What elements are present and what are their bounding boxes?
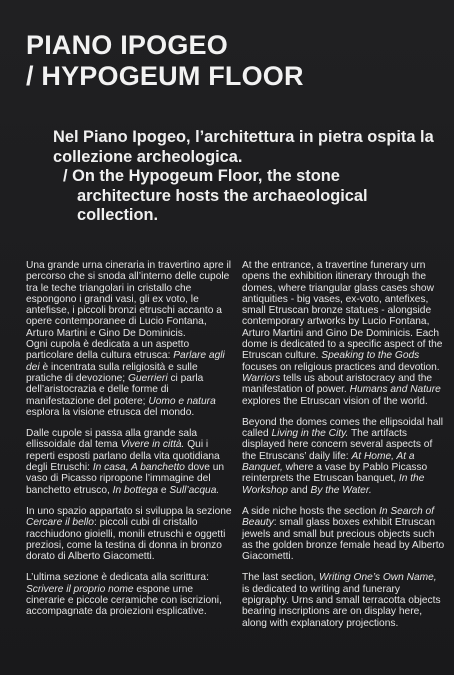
emphasis: Living in the City. [271,428,349,440]
text: In uno spazio appartato si sviluppa la sezione [26,505,232,517]
emphasis: At Home, At a Banquet, [242,450,415,474]
subtitle-english [53,167,443,226]
title-italian: PIANO IPOGEO [26,30,228,60]
emphasis: Guerrieri [127,372,168,384]
emphasis: Cercare il bello [26,517,94,529]
text: Ogni cupola è dedicata a un aspetto particolare della cultura etrusca: [26,339,190,362]
text: e [160,484,167,496]
emphasis: Speaking to the Gods [321,350,420,362]
text: The artifacts displayed here concern several aspects of the Etruscans’ daily life: [242,428,433,462]
text: ci parla dell’aristocrazia e delle forme di manifestazione del potere; [26,372,204,407]
text: where a vase by Pablo Picasso reinterprets the Etruscan banquet, [242,462,428,485]
text: Una grande urna cineraria in travertino apre il percorso che si snoda all’interno delle cupole tra le teche triangolari in cristallo che espongono i grandi vasi, gli ex voto, le antefisse, i piccoli bronzi etruschi accanto a opere contemporanee di Lucio Fontana, Arturo Martini e Gino De Dominicis. [26,260,231,339]
english-paragraph-1 [242,260,446,407]
emphasis: Warriors [242,372,281,384]
text: espone urne cinerarie e piccole ceramiche con iscrizioni, accompagnate da proiezioni esplicative. [26,583,222,618]
italian-paragraph-2 [26,428,232,496]
emphasis: By the Water. [310,484,372,496]
italian-column [26,260,232,628]
text: esplora la visione etrusca del mondo. [26,406,195,418]
english-column [242,260,446,639]
title-english: / HYPOGEUM FLOOR [26,61,304,91]
text: The last section, [242,572,317,584]
text: and [290,484,308,496]
text: Dalle cupole si passa alla grande sala ellissoidale dal tema [26,428,198,451]
text: tells us about aristocracy and the manifestation of power. [242,372,433,396]
text: explores the Etruscan vision of the world. [242,395,428,407]
emphasis: Scrivere il proprio nome [26,583,134,595]
text: At the entrance, a travertine funerary urn opens the exhibition itinerary through the domes, where triangular glass cases show antiquities - big vases, ex-voto, antefixes, small Etruscan bronze statues - alongside contemporary artworks by Lucio Fontana, Arturo Martini and Gino De Dominicis. Each dome is dedicated to a specific aspect of the Etruscan culture. [242,260,443,362]
text: L’ultima sezione è dedicata alla scrittura: [26,572,209,584]
english-paragraph-2 [242,417,446,496]
english-paragraph-4 [242,572,446,628]
emphasis: In the Workshop [242,473,425,496]
page-title [26,30,304,92]
text: Beyond the domes comes the ellipsoidal hall called [242,416,444,440]
emphasis: Vivere in città. [120,439,185,451]
italian-paragraph-1a [26,260,232,339]
text: : small glass boxes exhibit Etruscan jewels and small but precious objects such as the golden bronze female head by Alberto Giacometti. [242,517,445,563]
emphasis: In bottega [112,484,158,496]
text: is dedicated to writing and funerary epigraphy. Urns and small terracotta objects bearing inscriptions are on display here, along with explanatory projections. [242,583,441,629]
english-paragraph-3 [242,506,446,562]
emphasis: Parlare agli dei [26,350,225,373]
italian-paragraph-4 [26,572,232,617]
emphasis: In casa, A banchetto [92,462,185,474]
subtitle-english-lead: / On the Hypogeum Floor, the stone [63,167,340,185]
subtitle-italian: Nel Piano Ipogeo, l’architettura in pietra ospita la collezione archeologica. [53,128,434,166]
text: dove un vaso di Picasso ripropone l’immagine del banchetto etrusco, [26,462,225,496]
text: : piccoli cubi di cristallo racchiudono gioielli, monili etruschi e oggetti preziosi, come la testina di donna in bronzo dorato di Alberto Giacometti. [26,517,226,563]
emphasis: Humans and Nature [349,384,441,396]
italian-paragraph-3 [26,506,232,562]
intro-subtitle [53,128,443,226]
italian-paragraph-1b [26,339,232,418]
text: A side niche hosts the section [242,505,377,517]
emphasis: Writing One’s Own Name, [319,572,437,584]
subtitle-english-rest: architecture hosts the archaeological collection. [77,186,368,224]
text: è incentrata sulla religiosità e sulle pratiche di devozione; [26,361,198,384]
text: Qui i reperti esposti parlano della vita quotidiana degli Etruschi: [26,439,220,474]
emphasis: In Search of Beauty [242,505,434,529]
text: focuses on religious practices and devotion. [242,361,440,373]
emphasis: Uomo e natura [148,395,216,407]
emphasis: Sull’acqua. [169,484,220,496]
